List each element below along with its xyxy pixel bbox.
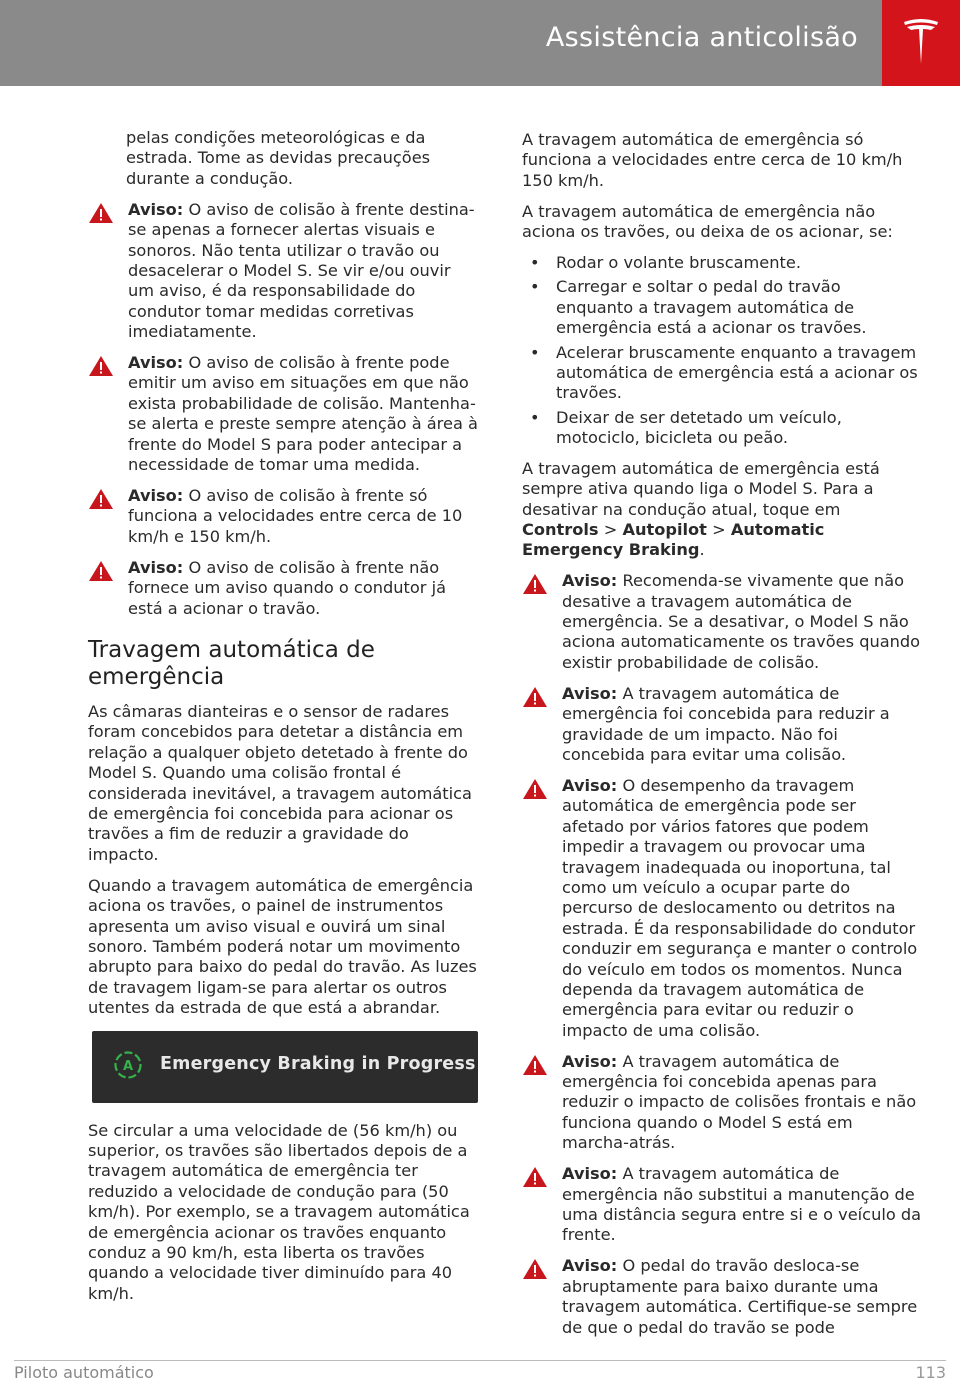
warning-triangle-icon [522,686,548,708]
aeb-icon-letter: A [122,1058,134,1074]
warning-block [522,1052,922,1154]
paragraph: A travagem automática de emergência só funciona a velocidades entre cerca de 10 km/h 150 km/h. [522,130,903,190]
section-heading: Travagem automática de emergência [88,636,375,690]
warning-label: Aviso: [128,199,184,219]
warning-text: O aviso de colisão à frente só funciona a velocidades entre cerca de 10 km/h e 150 km/h. [128,486,463,546]
list-item: • Acelerar bruscamente enquanto a travagem automática de emergência está a acionar os travões. [522,343,922,404]
warning-label: Aviso: [128,557,184,577]
warning-text: Recomenda-se vivamente que não desative a travagem automática de emergência. Se a desativar, o Model S não aciona automaticamente os travões quando existir probabilidade de colisão. [562,571,921,672]
path-sep: > [712,519,726,539]
footer-section: Piloto automático [14,1363,154,1382]
left-column [88,128,480,1315]
paragraph: As câmaras dianteiras e o sensor de radares foram concebidos para detetar a distância em relação a qualquer objeto detetado à frente do Model S. Quando uma colisão frontal é considerada inevitável, a travagem automática de emergência foi concebida para acionar os travões a fim de reduzir a gravidade do impacto. [88,701,472,864]
warning-block [88,353,480,475]
paragraph: A travagem automática de emergência não aciona os travões, ou deixa de os acionar, se: [522,201,893,242]
warning-text: A travagem automática de emergência não substitui a manutenção de uma distância segura entre si e o veículo da frente. [562,1164,922,1245]
warning-label: Aviso: [562,1256,618,1276]
warning-label: Aviso: [562,775,618,795]
warning-text: O aviso de colisão à frente não fornece um aviso quando o condutor já está a acionar o travão. [128,557,447,618]
intro-paragraph: pelas condições meteorológicas e da estrada. Tome as devidas precauções durante a condução. [126,128,431,188]
warning-text: O aviso de colisão à frente destina-se apenas a fornecer alertas visuais e sonoros. Não tenta utilizar o travão ou desacelerar o Model S. Se vir e/ou ouvir um aviso, é da responsabilidade do condutor tomar medidas corretivas imediatamente. [128,199,475,342]
warning-label: Aviso: [562,683,618,703]
list-item: • Rodar o volante bruscamente. [522,253,922,273]
path-end: . [699,540,705,560]
warning-block [522,776,922,1041]
warning-block [522,571,922,673]
paragraph-text: A travagem automática de emergência está sempre ativa quando liga o Model S. Para a desativar na condução atual, toque em [522,458,880,519]
warning-triangle-icon [522,1166,548,1188]
warning-triangle-icon [522,1054,548,1076]
list-item: • Deixar de ser detetado um veículo, motociclo, bicicleta ou peão. [522,408,922,449]
warning-label: Aviso: [562,1164,618,1184]
path-sep: > [603,519,618,539]
warning-text: O pedal do travão desloca-se abruptamente para baixo durante uma travagem automática. Certifique-se sempre de que o pedal do travão se pode [562,1256,918,1337]
tesla-logo [882,0,960,86]
warning-text: A travagem automática de emergência foi concebida apenas para reduzir o impacto de colisões frontais e não funciona quando o Model S está em marcha-atrás. [562,1051,917,1153]
page-number: 113 [915,1363,946,1382]
warning-triangle-icon [522,573,548,595]
warning-triangle-icon [88,560,114,582]
conditions-list [522,253,922,449]
warning-text: O desempenho da travagem automática de emergência pode ser afetado por vários fatores que podem impedir a travagem ou provocar uma travagem inadequada ou inoportuna, tal como um veículo a ocupar parte do percurso de deslocamento ou detritos na estrada. É da responsabilidade do condutor conduzir em segurança e manter o controlo do veículo em todos os momentos. Nunca dependa da travagem automática de emergência para evitar ou reduzir o impacto de uma colisão. [562,775,918,1040]
image-caption-text: Emergency Braking in Progress [160,1053,476,1074]
warning-block [522,1256,922,1338]
warning-block [522,684,922,766]
paragraph: Se circular a uma velocidade de (56 km/h) ou superior, os travões são libertados depois de a travagem automática de emergência ter reduzido a velocidade de condução para (50 km/h). Por exemplo, se a travagem automática de emergência acionar os travões enquanto conduz a 90 km/h, esta liberta os travões quando a velocidade tiver diminuído para 40 km/h. [88,1120,470,1303]
path-aeb: Automatic Emergency Braking [522,519,825,560]
warning-triangle-icon [88,202,114,224]
warning-block [88,486,480,547]
emergency-braking-display-image [92,1031,478,1103]
right-column [522,130,922,1348]
warning-text: O aviso de colisão à frente pode emitir um aviso em situações em que não exista probabilidade de colisão. Mantenha-se alerta e preste sempre atenção à área à frente do Model S para poder antecipar a necessidade de tomar uma medida. [128,353,478,475]
warning-text: A travagem automática de emergência foi concebida para reduzir a gravidade de um impacto. Não foi concebida para evitar uma colisão. [562,683,890,764]
aeb-warning-icon [114,1051,142,1079]
warning-label: Aviso: [562,571,618,591]
warning-label: Aviso: [562,1051,618,1071]
warning-triangle-icon [88,488,114,510]
warning-triangle-icon [522,1258,548,1280]
page-header [0,0,960,86]
warning-triangle-icon [88,355,114,377]
warning-block [88,200,480,343]
warning-block [522,1164,922,1246]
tesla-logo-icon [903,18,939,66]
warning-block [88,558,480,619]
paragraph [522,459,922,561]
path-autopilot: Autopilot [622,519,707,539]
warning-label: Aviso: [128,353,184,373]
paragraph: Quando a travagem automática de emergência aciona os travões, o painel de instrumentos apresenta um aviso visual e ouvirá um sinal sonoro. Também poderá notar um movimento abrupto para baixo do pedal do travão. As luzes de travagem ligam-se para alertar os outros utentes da estrada de que está a abrandar. [88,875,477,1018]
header-title: Assistência anticolisão [545,22,858,53]
list-item: • Carregar e soltar o pedal do travão enquanto a travagem automática de emergência está a acionar os travões. [522,277,922,338]
warning-triangle-icon [522,778,548,800]
footer-divider [14,1360,946,1361]
path-controls: Controls [522,519,599,539]
warning-label: Aviso: [128,486,184,505]
